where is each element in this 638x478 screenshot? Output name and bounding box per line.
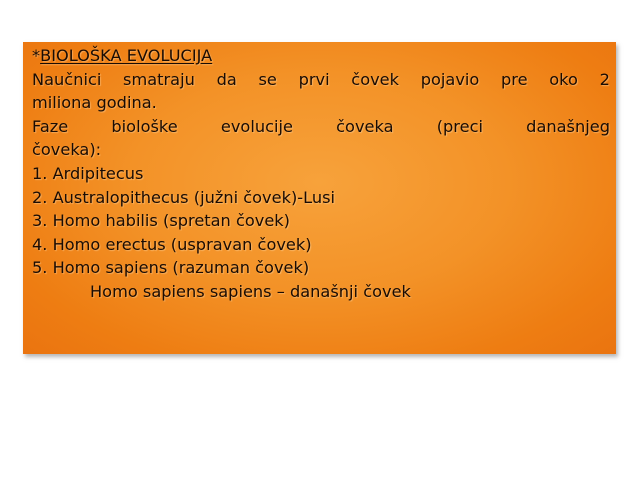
intro-word: se	[258, 69, 277, 89]
note-line: Homo sapiens sapiens – današnji čovek	[90, 281, 411, 301]
intro-line-2: miliona godina.	[32, 93, 157, 113]
intro-word: da	[216, 69, 237, 89]
intro-word: 2	[599, 69, 610, 89]
intro-word: prvi	[298, 69, 330, 89]
phases-word: Faze	[32, 116, 69, 136]
heading-prefix: *	[32, 46, 41, 65]
intro-word: oko	[549, 69, 578, 89]
phases-word: evolucije	[220, 116, 293, 136]
intro-word: čovek	[351, 69, 400, 89]
list-item: 4. Homo erectus (uspravan čovek)	[32, 234, 312, 254]
list-item: 1. Ardipitecus	[32, 163, 144, 183]
phases-line-1	[32, 115, 610, 139]
list-item: 5. Homo sapiens (razuman čovek)	[32, 258, 310, 278]
phases-word: biološke	[111, 116, 178, 136]
phases-word: današnjeg	[526, 116, 610, 136]
intro-word: Naučnici	[32, 69, 102, 89]
heading-title: BIOLOŠKA EVOLUCIJA	[40, 46, 213, 65]
intro-word: smatraju	[123, 69, 195, 89]
phases-word: čoveka	[336, 116, 394, 136]
phases-word: (preci	[436, 116, 483, 136]
list-item: 3. Homo habilis (spretan čovek)	[32, 211, 290, 231]
intro-word: pojavio	[420, 69, 480, 89]
slide-text	[32, 44, 610, 304]
list-item: 2. Australopithecus (južni čovek)-Lusi	[32, 187, 336, 207]
intro-word: pre	[501, 69, 528, 89]
heading-line	[32, 44, 610, 68]
phases-line-2: čoveka):	[32, 140, 102, 160]
intro-line-1	[32, 68, 610, 92]
